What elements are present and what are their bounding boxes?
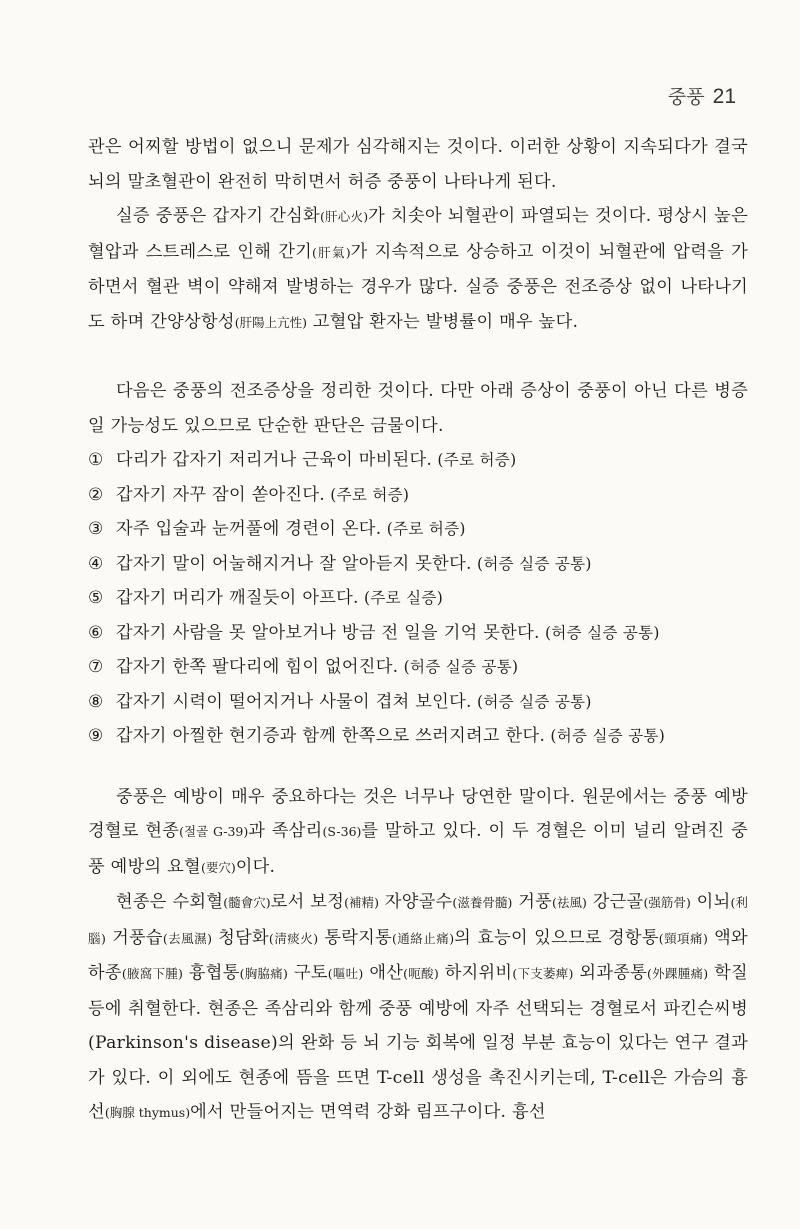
item-text: 갑자기 아찔한 현기증과 함께 한쪽으로 쓰러지려고 한다.	[116, 726, 546, 746]
text-run: 거풍습	[105, 927, 163, 948]
item-text: 다리가 갑자기 저리거나 근육이 마비된다.	[116, 450, 433, 470]
item-number: ①	[88, 450, 104, 470]
hanja-annotation: (절골 G-39)	[179, 824, 249, 839]
text-run: 학질 등에 취혈한다. 현종은 족삼리와 함께 중풍 예방에 자주 선택되는 경혈로서 파킨슨씨병(Parkinson's disease)의 완화 등 뇌 기능 회복에 일정 부분 효능이 있다는 연구 결과가 있다. 이 외에도 현종에 뜸을 뜨면 T-cell 생성을 촉진시키는데, T-cell은 가슴의 흉선	[88, 963, 748, 1122]
text-run: 가 치솟아 뇌혈관이 파열되는 것이다. 평상시 높은 혈압과 스트레스로 인해 간기	[88, 206, 748, 262]
item-note: (주로 허증)	[432, 451, 517, 469]
hanja-annotation: (頸項痛)	[658, 930, 708, 946]
list-item	[88, 478, 748, 513]
text-run: 흉협통	[182, 963, 240, 983]
section-title: 중풍	[667, 87, 705, 108]
item-note: (주로 실증)	[358, 589, 444, 607]
text-run: 를 말하고 있다. 이 두 경혈은 이미 널리 알려진 중풍 예방의 요혈	[88, 821, 748, 877]
hanja-annotation: (下支萎痺)	[512, 966, 574, 981]
list-item	[88, 719, 748, 754]
item-text: 갑자기 시력이 떨어지거나 사물이 겹쳐 보인다.	[116, 691, 472, 712]
hanja-annotation: (肝陽上亢性)	[234, 314, 308, 330]
hanja-annotation: (胸脇痛)	[239, 966, 288, 981]
text-run: 고혈압 환자는 발병률이 매우 높다.	[307, 311, 579, 332]
paragraph-2	[88, 199, 748, 340]
item-text: 자주 입술과 눈꺼풀에 경련이 온다.	[116, 519, 382, 539]
item-number: ②	[88, 484, 104, 505]
item-note: (허증 실증 공통)	[539, 623, 660, 642]
item-text: 갑자기 자꾸 잠이 쏟아진다.	[116, 484, 325, 505]
hanja-annotation: (利腦)	[88, 895, 748, 946]
item-note: (주로 허증)	[325, 485, 410, 504]
hanja-annotation: (嘔吐)	[327, 966, 364, 981]
text-run: 에서 만들어지는 면역력 강화 림프구이다. 흉선	[190, 1102, 546, 1122]
paragraph-1	[88, 130, 748, 199]
text-run: 관은 어찌할 방법이 없으니 문제가 심각해지는 것이다. 이러한 상황이 지속되다가 결국 뇌의 말초혈관이 완전히 막히면서 허증 중풍이 나타나게 된다.	[88, 137, 748, 192]
hanja-annotation: (去風濕)	[162, 930, 212, 946]
item-note: (허증 실증 공통)	[471, 692, 592, 711]
paragraph-5	[88, 885, 748, 1131]
item-number: ⑤	[88, 588, 104, 608]
list-item	[88, 650, 748, 685]
text-run: 이뇌	[690, 892, 731, 912]
text-run: 액와하종	[88, 927, 748, 983]
text-run: 중풍은 예방이 매우 중요하다는 것은 너무나 당연한 말이다. 원문에서는 중풍 예방 경혈로 현종	[88, 786, 748, 841]
spacer	[88, 754, 748, 780]
text-run: 다음은 중풍의 전조증상을 정리한 것이다. 다만 아래 증상이 중풍이 아닌 다른 병증일 가능성도 있으므로 단순한 판단은 금물이다.	[88, 381, 748, 436]
item-text: 갑자기 말이 어눌해지거나 잘 알아듣지 못한다.	[116, 553, 472, 574]
item-number: ③	[88, 519, 104, 539]
item-number: ⑧	[88, 691, 104, 712]
hanja-annotation: (S-36)	[322, 824, 362, 839]
hanja-annotation: (髓會穴)	[223, 895, 271, 910]
list-item	[88, 443, 748, 478]
hanja-annotation: (補精)	[344, 895, 379, 910]
list-item	[88, 685, 748, 720]
hanja-annotation: (强筋骨)	[643, 895, 691, 910]
text-run: 외과종통	[573, 963, 648, 983]
list-item	[88, 616, 748, 651]
text-run: 강근골	[586, 892, 644, 912]
page-number: 21	[712, 85, 736, 108]
item-number: ⑨	[88, 726, 104, 746]
text-run: 구토	[287, 963, 328, 983]
text-run: 자양골수	[378, 892, 453, 912]
body-text	[88, 130, 748, 1131]
list-item	[88, 547, 748, 582]
hanja-annotation: (滋養骨髓)	[452, 895, 513, 910]
text-run: 통락지통	[318, 927, 392, 948]
item-number: ⑦	[88, 657, 104, 677]
list-item	[88, 581, 748, 616]
text-run: 로서 보정	[270, 892, 345, 912]
hanja-annotation: (淸痰火)	[268, 930, 319, 946]
hanja-annotation: (胸腺 thymus)	[104, 1105, 191, 1120]
text-run: 의 효능이 있으므로 경항통	[454, 927, 659, 948]
hanja-annotation: (呃酸)	[403, 966, 439, 981]
hanja-annotation: (外踝腫痛)	[647, 966, 709, 981]
hanja-annotation: (要穴)	[200, 859, 236, 875]
text-run: 현종은 수회혈	[116, 892, 224, 912]
list-item	[88, 512, 748, 547]
hanja-annotation: (通絡止痛)	[391, 930, 455, 946]
paragraph-3	[88, 374, 748, 443]
symptom-list	[88, 443, 748, 754]
text-run: 거풍	[512, 892, 553, 912]
hanja-annotation: (肝心火)	[319, 209, 369, 224]
item-text: 갑자기 한쪽 팔다리에 힘이 없어진다.	[116, 657, 399, 677]
item-note: (주로 허증)	[381, 520, 466, 538]
hanja-annotation: (腋窩下腫)	[121, 966, 183, 981]
text-run: 하지위비	[438, 963, 513, 983]
text-run: 실증 중풍은 갑자기 간심화	[116, 206, 320, 226]
text-run: 이다.	[235, 856, 276, 877]
text-run: 과 족삼리	[248, 821, 323, 841]
hanja-annotation: (肝氣)	[312, 244, 351, 260]
spacer	[88, 340, 748, 374]
text-run: 청담화	[211, 927, 269, 948]
text-run: 애산	[363, 963, 404, 983]
item-text: 갑자기 사람을 못 알아보거나 방금 전 일을 기억 못한다.	[116, 622, 540, 643]
item-note: (허증 실증 공통)	[545, 727, 666, 745]
text-run: 가 지속적으로 상승하고 이것이 뇌혈관에 압력을 가하면서 혈관 벽이 약해져 발병하는 경우가 많다. 실증 중풍은 전조증상 없이 나타나기도 하며 간양상항성	[88, 241, 748, 332]
paragraph-4	[88, 780, 748, 886]
item-note: (허증 실증 공통)	[398, 658, 519, 676]
item-number: ④	[88, 553, 104, 574]
running-header	[668, 82, 736, 109]
item-number: ⑥	[88, 622, 104, 643]
hanja-annotation: (祛風)	[552, 895, 587, 910]
item-note: (허증 실증 공통)	[471, 554, 592, 573]
item-text: 갑자기 머리가 깨질듯이 아프다.	[116, 588, 359, 608]
